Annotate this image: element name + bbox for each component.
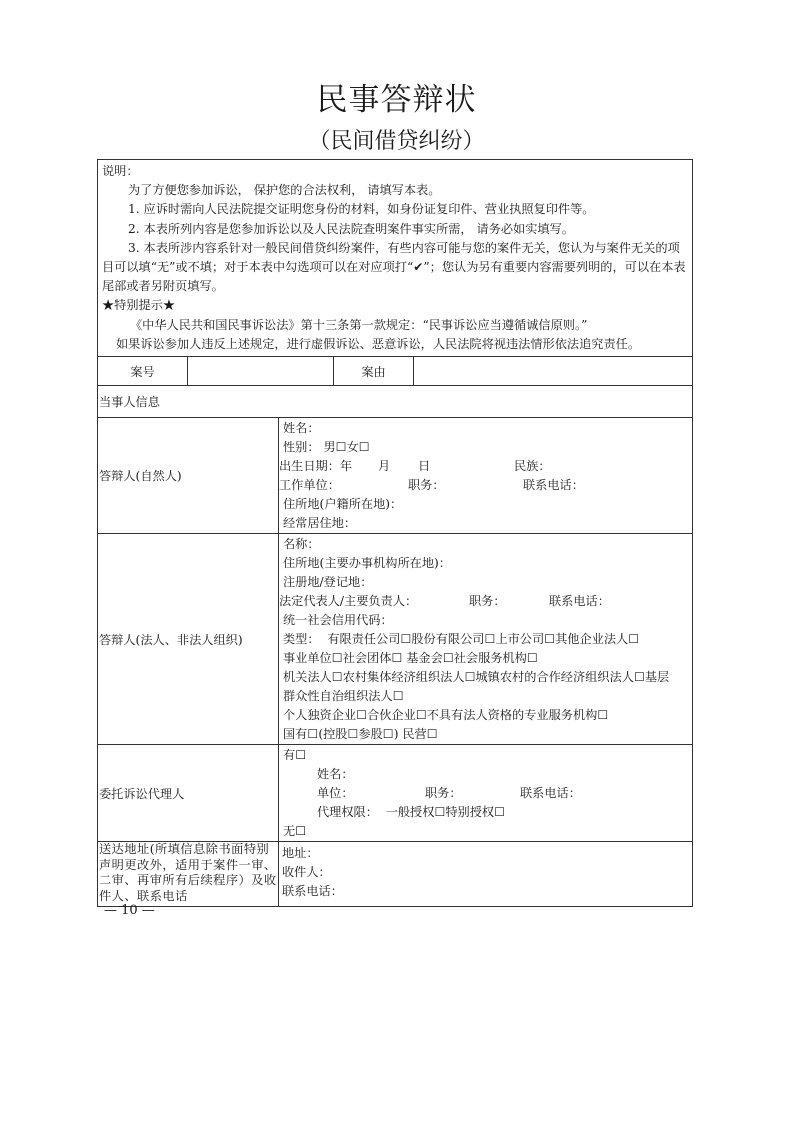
agent-label: 委托诉讼代理人 — [98, 745, 279, 842]
lp-type-line-1: 类型： 有限责任公司☐股份有限公司☐上市公司☐其他企业法人☐ — [283, 632, 640, 647]
service-address-field[interactable]: 地址： — [282, 846, 319, 861]
np-gender-field: 性别： 男☐女☐ — [283, 440, 370, 455]
notes-item-1: 1. 应诉时需向人民法院提交证明您身份的材料，如身份证复印件、营业执照复印件等。 — [128, 202, 595, 217]
type-shareholding-checkbox[interactable]: ☐ — [382, 727, 394, 742]
type-sole-proprietorship-checkbox[interactable]: ☐ — [356, 708, 368, 723]
notes-block — [98, 160, 692, 356]
party-info-row — [98, 386, 693, 418]
lp-name-field[interactable]: 名称： — [283, 537, 320, 552]
service-address-row — [98, 842, 693, 907]
type-rural-collective-checkbox[interactable]: ☐ — [464, 670, 476, 685]
notes-item-3: 3. 本表所涉内容系针对一般民间借贷纠纷案件，有些内容可能与您的案件无关，您认为与案件无关的项目可以填“无”或不填；对于本表中勾选项可以在对应项打“✔”；您认为另有重要内容需要列明的，可以在本表尾部或者另附页填写。 — [102, 240, 686, 294]
defense-form-table — [97, 159, 693, 907]
lp-registered-field[interactable]: 注册地/登记地： — [283, 575, 373, 590]
case-row — [98, 357, 693, 386]
document-title: 民事答辩状 — [316, 82, 477, 118]
warning-line-2: 如果诉讼参加人违反上述规定，进行虚假诉讼、恶意诉讼，人民法院将视违法情形依法追究责任。 — [116, 336, 641, 351]
notes-item-2: 2. 本表所列内容是您参加诉讼以及人民法院查明案件事实所需， 请务必如实填写。 — [128, 221, 574, 236]
lp-type-line-3: 机关法人☐农村集体经济组织法人☐城镇农村的合作经济组织法人☐基层 — [283, 670, 670, 685]
type-organ-checkbox[interactable]: ☐ — [331, 670, 343, 685]
agent-no-checkbox[interactable]: ☐ — [295, 824, 307, 839]
lp-type-line-5: 个人独资企业☐合伙企业☐不具有法人资格的专业服务机构☐ — [283, 708, 609, 723]
legal-person-label: 答辩人(法人、非法人组织) — [98, 534, 279, 745]
special-authority-checkbox[interactable]: ☐ — [494, 805, 506, 820]
type-controlling-checkbox[interactable]: ☐ — [347, 727, 359, 742]
general-authority-checkbox[interactable]: ☐ — [434, 805, 446, 820]
service-phone-field[interactable]: 联系电话： — [282, 884, 343, 899]
case-number-label: 案号 — [98, 357, 188, 386]
type-grassroots-checkbox[interactable]: ☐ — [392, 689, 404, 704]
type-social-group-checkbox[interactable]: ☐ — [391, 651, 403, 666]
np-name-field[interactable]: 姓名： — [283, 421, 320, 436]
natural-person-label: 答辩人(自然人) — [98, 418, 279, 534]
type-private-checkbox[interactable]: ☐ — [426, 727, 438, 742]
lp-type-line-2: 事业单位☐社会团体☐ 基金会☐社会服务机构☐ — [283, 651, 538, 666]
legal-person-row — [98, 534, 693, 745]
type-foundation-checkbox[interactable]: ☐ — [442, 651, 454, 666]
agent-authority-field: 代理权限： 一般授权☐特别授权☐ — [317, 805, 506, 820]
male-checkbox[interactable]: ☐ — [335, 440, 347, 455]
agent-no-option: 无☐ — [283, 824, 307, 839]
type-llc-checkbox[interactable]: ☐ — [400, 632, 412, 647]
agent-unit-field[interactable]: 单位： 职务： 联系电话： — [317, 786, 581, 801]
warning-heading: ★特别提示★ — [102, 298, 176, 313]
type-listed-checkbox[interactable]: ☐ — [544, 632, 556, 647]
np-domicile-field[interactable]: 住所地(户籍所在地)： — [283, 497, 403, 512]
party-info-heading: 当事人信息 — [98, 386, 693, 418]
agent-name-field[interactable]: 姓名： — [317, 767, 354, 782]
case-number-field[interactable] — [188, 357, 334, 386]
lp-address-field[interactable]: 住所地(主要办事机构所在地)： — [283, 556, 451, 571]
notes-heading: 说明： — [102, 164, 139, 178]
type-public-institution-checkbox[interactable]: ☐ — [331, 651, 343, 666]
agent-yes-checkbox[interactable]: ☐ — [295, 748, 307, 763]
document-subtitle: （民间借贷纠纷） — [308, 129, 485, 154]
np-residence-field[interactable]: 经常居住地： — [283, 516, 357, 531]
np-work-field[interactable]: 工作单位： 职务： 联系电话： — [279, 478, 584, 493]
agent-yes-option: 有☐ — [283, 748, 307, 763]
lp-type-line-6: 国有☐(控股☐参股☐) 民营☐ — [283, 727, 438, 742]
type-other-enterprise-checkbox[interactable]: ☐ — [628, 632, 640, 647]
np-birth-field[interactable]: 出生日期：年 月 日 民族： — [279, 459, 551, 474]
type-professional-service-checkbox[interactable]: ☐ — [597, 708, 609, 723]
notes-row — [98, 160, 693, 357]
type-partnership-checkbox[interactable]: ☐ — [415, 708, 427, 723]
agent-row — [98, 745, 693, 842]
lp-credit-code-field[interactable]: 统一社会信用代码： — [283, 613, 393, 628]
type-joint-stock-checkbox[interactable]: ☐ — [484, 632, 496, 647]
case-cause-field[interactable] — [414, 357, 693, 386]
type-state-owned-checkbox[interactable]: ☐ — [307, 727, 319, 742]
page-number: — 10 — — [104, 903, 155, 918]
case-cause-label: 案由 — [334, 357, 414, 386]
lp-type-line-4: 群众性自治组织法人☐ — [283, 689, 404, 704]
natural-person-row — [98, 418, 693, 534]
warning-line-1: 《中华人民共和国民事诉讼法》第十三条第一款规定：“民事诉讼应当遵循诚信原则。” — [130, 317, 588, 332]
lp-representative-field[interactable]: 法定代表人/主要负责人： 职务： 联系电话： — [279, 594, 610, 609]
service-address-label: 送达地址(所填信息除书面特别声明更改外，适用于案件一审、二审、再审所有后续程序）及收件人、联系电话 — [98, 842, 279, 907]
female-checkbox[interactable]: ☐ — [358, 440, 370, 455]
type-cooperative-checkbox[interactable]: ☐ — [633, 670, 645, 685]
notes-intro: 为了方便您参加诉讼， 保护您的合法权利， 请填写本表。 — [128, 183, 441, 198]
service-recipient-field[interactable]: 收件人： — [282, 865, 331, 880]
type-social-service-checkbox[interactable]: ☐ — [526, 651, 538, 666]
